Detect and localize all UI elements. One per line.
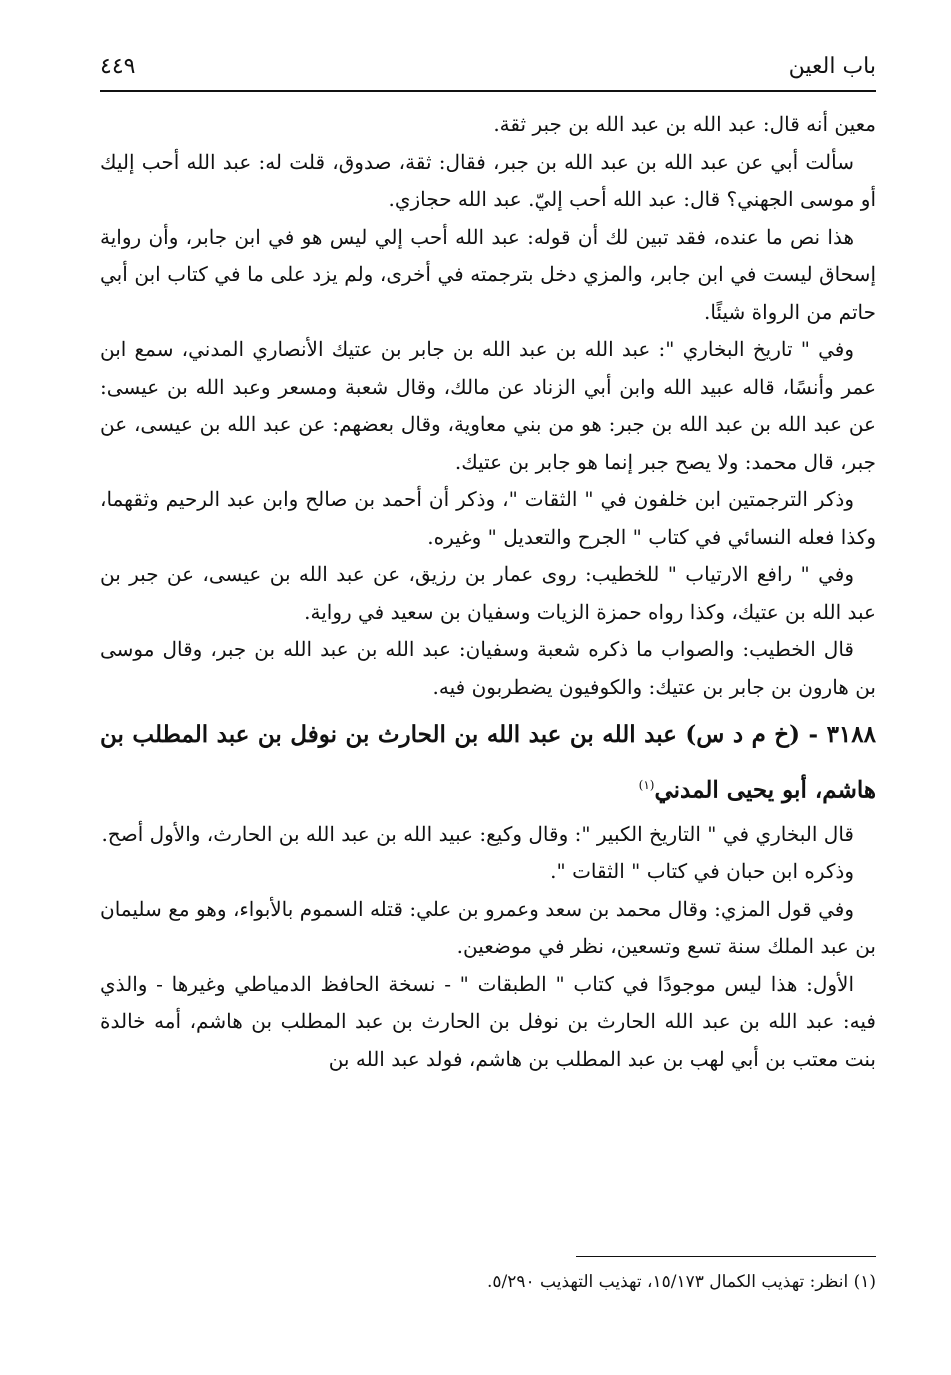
paragraph: وفي " تاريخ البخاري ": عبد الله بن عبد الله بن جابر بن عتيك الأنصاري المدني، سمع ابن عمر وأنسًا، قاله عبيد الله وابن أبي الزناد عن مالك، وقال شعبة ومسعر وعبد الله بن عيسى: عن عبد الله بن عبد الله بن جبر: هو من بني معاوية، وقال بعضهم: عن عبد الله بن عيسى، عن جبر، قال محمد: ولا يصح جبر إنما هو جابر بن عتيك. — [100, 337, 876, 474]
running-head — [100, 46, 876, 92]
paragraph: وذكر الترجمتين ابن خلفون في " الثقات "، وذكر أن أحمد بن صالح وابن عبد الرحيم وثقهما، وكذا فعله النسائي في كتاب " الجرح والتعديل " وغيره. — [100, 487, 876, 549]
footnote-divider — [576, 1256, 876, 1257]
paragraph: وذكره ابن حبان في كتاب " الثقات ". — [550, 859, 854, 884]
paragraph: قال الخطيب: والصواب ما ذكره شعبة وسفيان: عبد الله بن عبد الله بن جبر، وقال موسى بن هارون بن جابر بن عتيك: والكوفيون يضطربون فيه. — [100, 637, 876, 699]
paragraph: وفي قول المزي: وقال محمد بن سعد وعمرو بن علي: قتله السموم بالأبواء، وهو مع سليمان بن عبد الملك سنة تسع وتسعين، نظر في موضعين. — [100, 896, 876, 959]
chapter-title: باب العين — [788, 54, 876, 79]
paragraph: وفي " رافع الارتياب " للخطيب: روى عمار بن رزيق، عن عبد الله بن عيسى، عن جبر بن عبد الله بن عتيك، وكذا رواه حمزة الزيات وسفيان بن سعيد في رواية. — [100, 562, 876, 624]
footnote: (١) انظر: تهذيب الكمال ١٥/١٧٣، تهذيب التهذيب ٥/٢٩٠. — [486, 1272, 876, 1292]
paragraph: سألت أبي عن عبد الله بن عبد الله بن جبر، فقال: ثقة، صدوق، قلت له: عبد الله أحب إليك أو موسى الجهني؟ قال: عبد الله أحب إليّ. عبد الله حجازي. — [100, 149, 876, 211]
body-text — [100, 106, 876, 1078]
paragraph: الأول: هذا ليس موجودًا في كتاب " الطبقات " - نسخة الحافظ الدمياطي وغيرها - والذي فيه: عبد الله بن عبد الله الحارث بن نوفل بن الحارث بن عبد المطلب بن هاشم، أمه خالدة بنت معتب بن أبي لهب بن عبد المطلب بن هاشم، فولد عبد الله بن — [100, 971, 876, 1071]
page-number: ٤٤٩ — [100, 54, 136, 79]
entry-heading-text: ٣١٨٨ - (خ م د س) عبد الله بن عبد الله بن الحارث بن نوفل بن عبد المطلب بن هاشم، أبو يحيى المدني — [100, 721, 876, 804]
paragraph: هذا نص ما عنده، فقد تبين لك أن قوله: عبد الله أحب إلي ليس هو في ابن جابر، وأن رواية إسحاق ليست في ابن جابر، والمزي دخل بترجمته في أخرى، ولم يزد على ما في كتاب ابن أبي حاتم من الرواة شيئًا. — [100, 224, 876, 324]
document-page — [100, 46, 876, 1346]
paragraph: معين أنه قال: عبد الله بن عبد الله بن جبر ثقة. — [493, 112, 876, 136]
entry-heading — [100, 710, 876, 816]
footnote-marker: (١) — [638, 778, 655, 792]
paragraph: قال البخاري في " التاريخ الكبير ": وقال وكيع: عبيد الله بن عبد الله بن الحارث، والأول أصح. — [101, 821, 854, 846]
